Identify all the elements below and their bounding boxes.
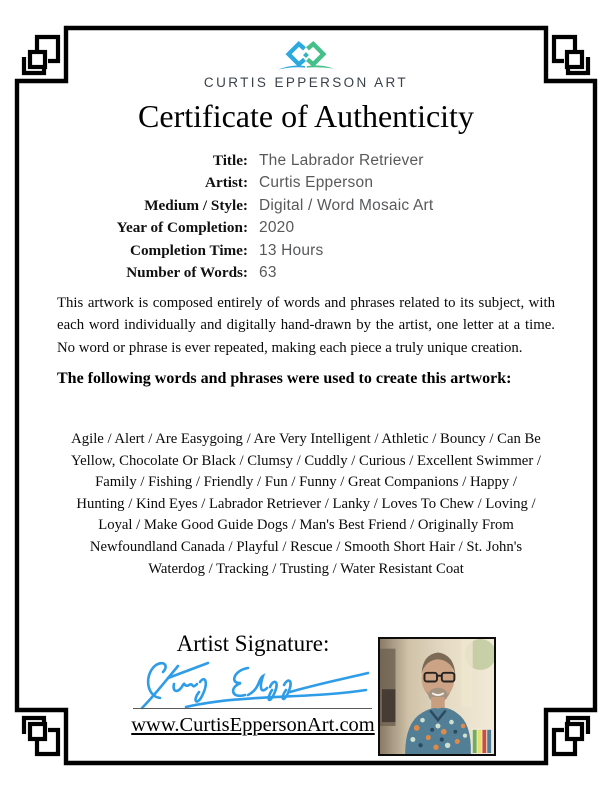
detail-row-medium [56, 197, 556, 219]
brand-name: CURTIS EPPERSON ART [203, 75, 409, 90]
detail-label: Artist: [204, 174, 248, 192]
detail-row-word-count [56, 264, 556, 286]
certificate-title: Certificate of Authenticity [138, 98, 474, 134]
detail-value: 63 [259, 263, 277, 281]
detail-value: 2020 [259, 219, 295, 237]
detail-label: Number of Words: [126, 263, 248, 281]
artwork-description: This artwork is composed entirely of words and phrases related to its subject, with each word individually and digitally hand-drawn by the artist, one letter at a time. No word or phrase is ever repeated, making each piece a truly unique creation. [57, 295, 555, 356]
signature-line [133, 708, 372, 709]
word-list-heading: The following words and phrases were used to create this artwork: [57, 370, 512, 387]
website-link-wrap [123, 714, 383, 737]
detail-row-year [56, 219, 556, 241]
website-link[interactable]: www.CurtisEppersonArt.com [131, 714, 375, 736]
artist-signature-image [128, 652, 378, 712]
detail-row-completion-time [56, 242, 556, 264]
detail-label: Completion Time: [130, 241, 248, 259]
brand-logo [0, 41, 612, 90]
artist-portrait-illustration [380, 639, 494, 754]
detail-label: Year of Completion: [116, 219, 248, 237]
detail-value: Curtis Epperson [259, 174, 374, 192]
artist-photo [378, 637, 496, 756]
detail-label: Medium / Style: [144, 196, 248, 214]
artwork-details [56, 152, 556, 286]
word-list: Agile / Alert / Are Easygoing / Are Very Intelligent / Athletic / Bouncy / Can Be Yellow, Chocolate Or Black / Clumsy / Cuddly / Curious / Excellent Swimmer / Family / Fishing / Friendly / Fun / Funny / Great Companions / Happy / Hunting / Kind Eyes / Labrador Retriever / Lanky / Loves To Chew / Loving / Loyal / Make Good Guide Dogs / Man's Best Friend / Originally From Newfoundland Canada / Playful / Rescue / Smooth Short Hair / St. John's Waterdog / Tracking / Trusting / Water Resistant Coat [71, 431, 541, 577]
detail-value: Digital / Word Mosaic Art [259, 196, 434, 214]
artist-signature-label: Artist Signature: [176, 631, 330, 656]
detail-row-artist [56, 174, 556, 196]
detail-value: 13 Hours [259, 241, 324, 259]
ce-monogram-diamonds-icon [277, 41, 335, 73]
detail-row-title [56, 152, 556, 174]
detail-value: The Labrador Retriever [259, 152, 424, 169]
detail-label: Title: [212, 152, 248, 169]
